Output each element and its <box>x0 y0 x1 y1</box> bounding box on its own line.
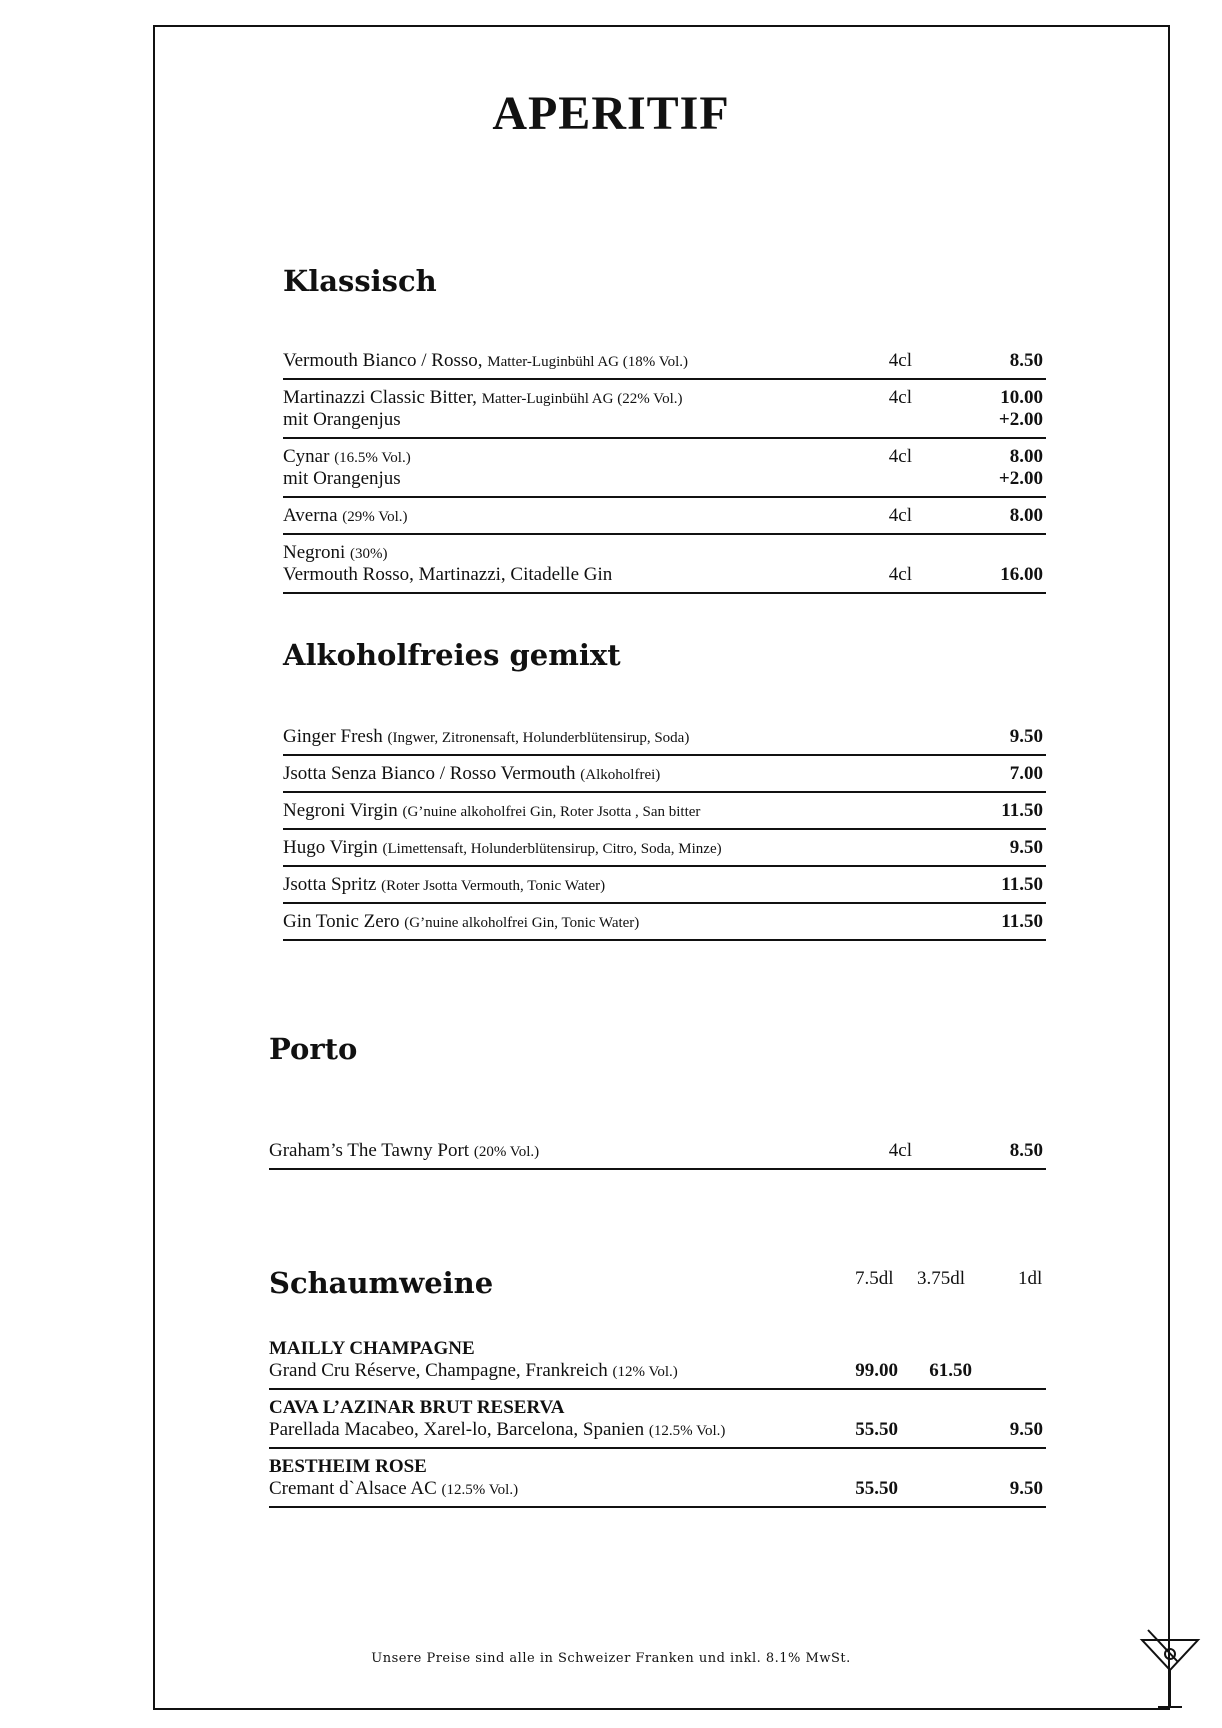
menu-item: Graham’s The Tawny Port (20% Vol.) 4cl 8.50 <box>269 1140 1046 1170</box>
menu-item: CAVA L’AZINAR BRUT RESERVA Parellada Macabeo, Xarel-lo, Barcelona, Spanien (12.5% Vol.) 55.50 9.50 <box>269 1397 1046 1449</box>
page-title: APERITIF <box>492 87 730 140</box>
menu-item: Vermouth Bianco / Rosso, Matter-Luginbühl AG (18% Vol.) 4cl 8.50 <box>283 350 1046 380</box>
section-heading-alkoholfrei: Alkoholfreies gemixt <box>283 638 621 672</box>
column-header-1dl: 1dl <box>1018 1268 1043 1289</box>
column-header-7-5dl: 7.5dl <box>855 1268 894 1289</box>
section-heading-klassisch: Klassisch <box>283 264 437 298</box>
section-heading-schaumweine: Schaumweine <box>269 1266 494 1300</box>
menu-item: Martinazzi Classic Bitter, Matter-Luginbühl AG (22% Vol.) 4cl 10.00 mit Orangenjus +2.00 <box>283 387 1046 439</box>
cocktail-glass-icon <box>1138 1628 1202 1716</box>
menu-item: Gin Tonic Zero (G’nuine alkoholfrei Gin, Tonic Water) 11.50 <box>283 911 1046 941</box>
column-header-3-75dl: 3.75dl <box>917 1268 966 1289</box>
menu-item: Cynar (16.5% Vol.) 4cl 8.00 mit Orangenjus +2.00 <box>283 446 1046 498</box>
menu-item: Jsotta Spritz (Roter Jsotta Vermouth, Tonic Water) 11.50 <box>283 874 1046 904</box>
menu-item: Negroni Virgin (G’nuine alkoholfrei Gin, Roter Jsotta , San bitter 11.50 <box>283 800 1046 830</box>
price-footnote: Unsere Preise sind alle in Schweizer Franken und inkl. 8.1% MwSt. <box>371 1651 851 1666</box>
section-heading-porto: Porto <box>269 1032 358 1066</box>
menu-item: Jsotta Senza Bianco / Rosso Vermouth (Alkoholfrei) 7.00 <box>283 763 1046 793</box>
menu-item: MAILLY CHAMPAGNE Grand Cru Réserve, Champagne, Frankreich (12% Vol.) 99.00 61.50 <box>269 1338 1046 1390</box>
menu-item: Ginger Fresh (Ingwer, Zitronensaft, Holunderblütensirup, Soda) 9.50 <box>283 726 1046 756</box>
menu-item: Hugo Virgin (Limettensaft, Holunderblütensirup, Citro, Soda, Minze) 9.50 <box>283 837 1046 867</box>
menu-item: Negroni (30%) Vermouth Rosso, Martinazzi, Citadelle Gin 4cl 16.00 <box>283 542 1046 594</box>
menu-item: Averna (29% Vol.) 4cl 8.00 <box>283 505 1046 535</box>
menu-item: BESTHEIM ROSE Cremant d`Alsace AC (12.5% Vol.) 55.50 9.50 <box>269 1456 1046 1508</box>
